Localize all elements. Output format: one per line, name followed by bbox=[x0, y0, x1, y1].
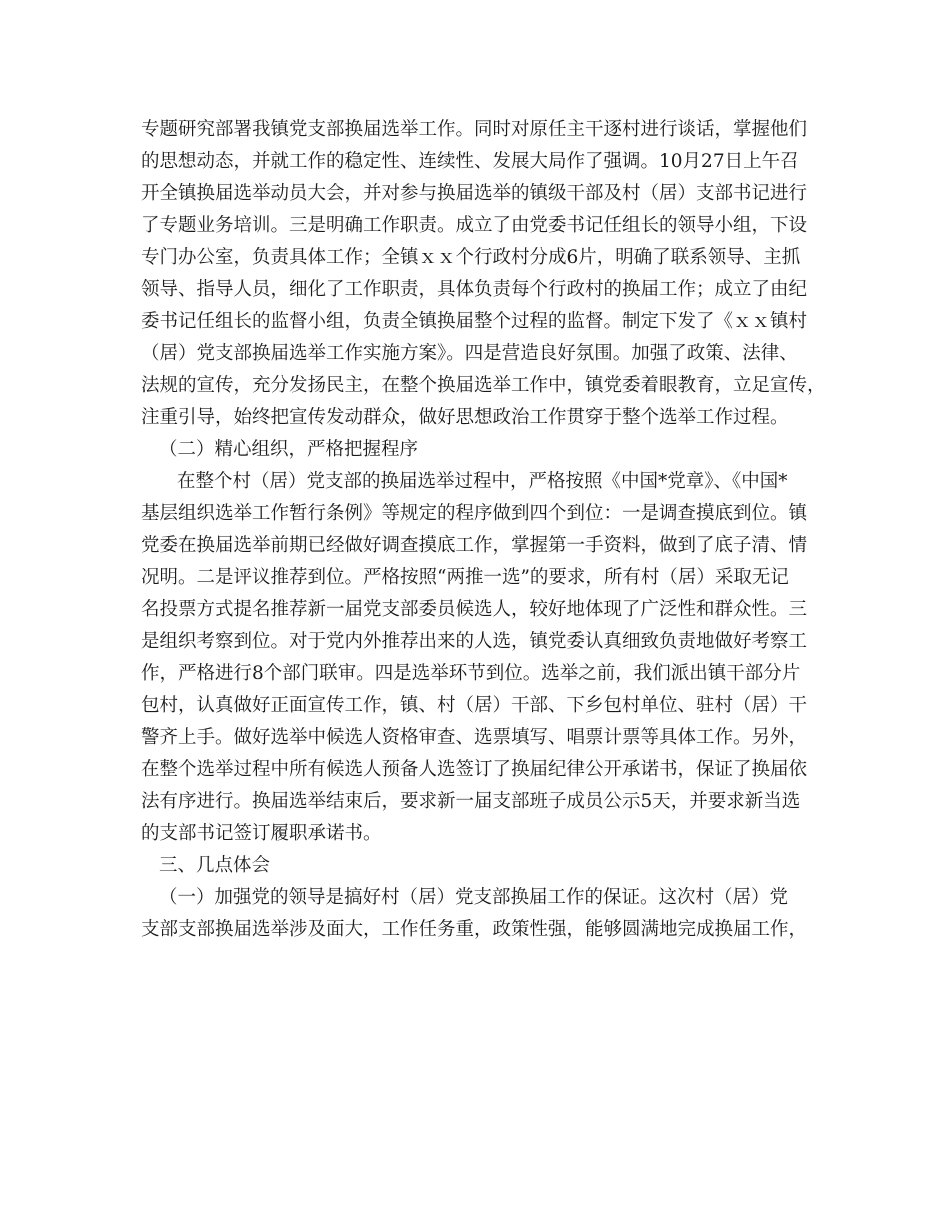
body-line: 法规的宣传，充分发扬民主，在整个换届选举工作中，镇党委着眼教育，立足宣传， bbox=[141, 375, 826, 396]
paragraph-start-line: （一）加强党的领导是搞好村（居）党支部换届工作的保证。这次村（居）党 bbox=[159, 887, 789, 908]
body-line: 是组织考察到位。对于党内外推荐出来的人选，镇党委认真细致负责地做好考察工 bbox=[141, 631, 808, 652]
body-line: 作，严格进行8个部门联审。四是选举环节到位。选举之前，我们派出镇干部分片 bbox=[141, 663, 801, 684]
paragraph-start-line: 在整个村（居）党支部的换届选举过程中，严格按照《中国*党章》、《中国* bbox=[177, 471, 788, 492]
body-line: 专门办公室，负责具体工作；全镇ｘｘ个行政村分成6片，明确了联系领导、主抓 bbox=[141, 247, 801, 268]
body-line: 的思想动态，并就工作的稳定性、连续性、发展大局作了强调。10月27日上午召 bbox=[141, 151, 799, 172]
body-line: 领导、指导人员，细化了工作职责，具体负责每个行政村的换届工作；成立了由纪 bbox=[141, 279, 808, 300]
body-line: 专题研究部署我镇党支部换届选举工作。同时对原任主干逐村进行谈话，掌握他们 bbox=[141, 119, 808, 140]
body-line: 警齐上手。做好选举中候选人资格审查、选票填写、唱票计票等具体工作。另外， bbox=[141, 727, 808, 748]
body-line: 名投票方式提名推荐新一届党支部委员候选人，较好地体现了广泛性和群众性。三 bbox=[141, 599, 808, 620]
body-line: 法有序进行。换届选举结束后，要求新一届支部班子成员公示5天，并要求新当选 bbox=[141, 791, 801, 812]
body-line: 了专题业务培训。三是明确工作职责。成立了由党委书记任组长的领导小组，下设 bbox=[141, 215, 808, 236]
body-line: （居）党支部换届选举工作实施方案》。四是营造良好氛围。加强了政策、法律、 bbox=[141, 343, 798, 364]
body-line: 开全镇换届选举动员大会，并对参与换届选举的镇级干部及村（居）支部书记进行 bbox=[141, 183, 808, 204]
body-line: 基层组织选举工作暂行条例》等规定的程序做到四个到位：一是调查摸底到位。镇 bbox=[141, 503, 808, 524]
document-body bbox=[141, 114, 831, 946]
body-line: 注重引导，始终把宣传发动群众，做好思想政治工作贯穿于整个选举工作过程。 bbox=[141, 407, 789, 428]
body-line: 包村，认真做好正面宣传工作，镇、村（居）干部、下乡包村单位、驻村（居）干 bbox=[141, 695, 808, 716]
body-line: 的支部书记签订履职承诺书。 bbox=[141, 823, 382, 844]
body-line: 党委在换届选举前期已经做好调查摸底工作，掌握第一手资料，做到了底子清、情 bbox=[141, 535, 808, 556]
section-heading: 三、几点体会 bbox=[159, 855, 271, 876]
body-line: 委书记任组长的监督小组，负责全镇换届整个过程的监督。制定下发了《ｘｘ镇村 bbox=[141, 311, 808, 332]
body-line: 支部支部换届选举涉及面大，工作任务重，政策性强，能够圆满地完成换届工作， bbox=[141, 919, 808, 940]
body-line: 在整个选举过程中所有候选人预备人选签订了换届纪律公开承诺书，保证了换届依 bbox=[141, 759, 808, 780]
body-line: 况明。二是评议推荐到位。严格按照“两推一选”的要求，所有村（居）采取无记 bbox=[141, 567, 789, 588]
section-heading: （二）精心组织，严格把握程序 bbox=[159, 439, 419, 460]
